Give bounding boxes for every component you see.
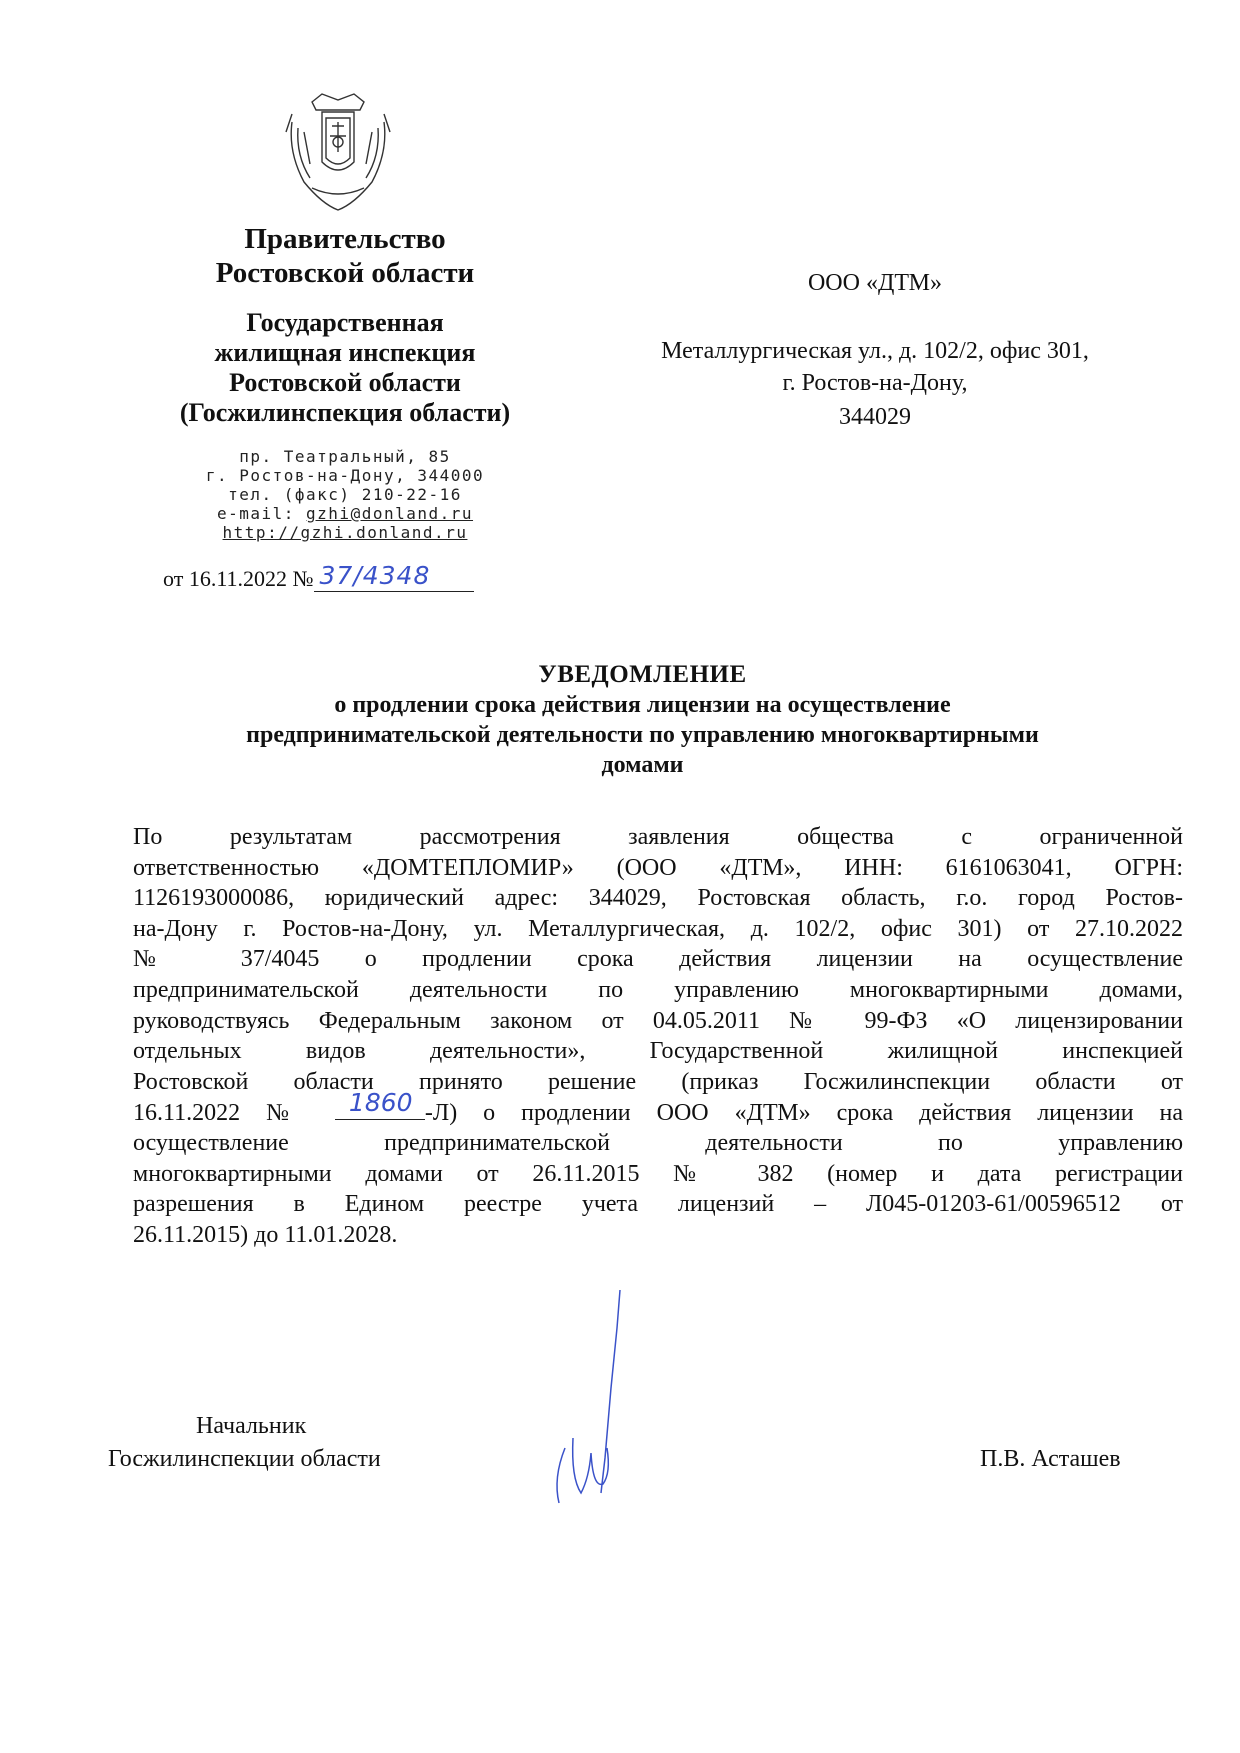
body-line: предпринимательской деятельности по управлению многоквартирными домами, [133, 976, 1183, 1003]
sender-email-row [170, 504, 520, 523]
sender-city: г. Ростов-на-Дону, 344000 [205, 466, 485, 485]
body-line: № 37/4045 о продлении срока действия лицензии на осуществление [133, 946, 1183, 973]
addressee-postcode: 344029 [839, 404, 911, 430]
inspection-name-line4: (Госжилинспекция области) [179, 398, 511, 427]
order-suffix: -Л) о продлении ООО «ДТМ» срока действия лицензии на [424, 1100, 1183, 1127]
government-title-line1: Правительство [244, 223, 446, 255]
body-line: ответственностью «ДОМТЕПЛОМИР» (ООО «ДТМ», ИНН: 6161063041, ОГРН: [133, 854, 1183, 881]
order-date: 16.11.2022 № [133, 1100, 309, 1127]
coat-of-arms-emblem [282, 92, 394, 214]
handwritten-signature [545, 1288, 665, 1508]
body-line: руководствуясь Федеральным законом от 04.05.2011 № 99-ФЗ «О лицензировании [133, 1007, 1183, 1034]
title-line4: домами [601, 752, 684, 778]
outgoing-number-field [314, 561, 474, 592]
inspection-name-line2: жилищная инспекция [214, 338, 476, 367]
sender-address: пр. Театральный, 85 [239, 447, 451, 466]
body-line: По результатам рассмотрения заявления общества с ограниченной [133, 824, 1183, 850]
email-label: e-mail: [216, 504, 307, 523]
website-link[interactable]: http://gzhi.donland.ru [222, 523, 468, 542]
signer-position-line1: Начальник [196, 1413, 307, 1439]
addressee-street: Металлургическая ул., д. 102/2, офис 301, [661, 338, 1089, 364]
outgoing-date-prefix: от 16.11.2022 № [163, 566, 314, 591]
sender-phone: тел. (факс) 210-22-16 [228, 485, 462, 504]
body-line: на-Дону г. Ростов-на-Дону, ул. Металлургическая, д. 102/2, офис 301) от 27.10.2022 [133, 915, 1183, 942]
body-line: осуществление предпринимательской деятельности по управлению [133, 1129, 1183, 1156]
body-paragraph [133, 822, 1183, 1250]
addressee-name: ООО «ДТМ» [807, 270, 943, 296]
email-link[interactable]: gzhi@donland.ru [306, 504, 474, 523]
addressee-city: г. Ростов-на-Дону, [782, 370, 968, 396]
outgoing-number-handwritten: 37/4348 [319, 561, 431, 590]
inspection-name [150, 308, 540, 428]
sender-contacts [170, 447, 520, 542]
order-number-field [335, 1088, 425, 1120]
order-number-handwritten: 1860 [348, 1088, 413, 1118]
signer-name: П.В. Асташев [980, 1446, 1121, 1472]
government-title-line2: Ростовской области [215, 257, 475, 289]
body-line: Ростовской области принято решение (приказ Госжилинспекции области от [133, 1068, 1183, 1095]
body-line: 1126193000086, юридический адрес: 344029, Ростовская область, г.о. город Ростов- [133, 885, 1183, 912]
inspection-name-line3: Ростовской области [229, 368, 461, 397]
signer-position-line2: Госжилинспекции области [108, 1446, 381, 1472]
title-line2: о продлении срока действия лицензии на осуществление [334, 692, 951, 718]
body-line: отдельных видов деятельности», Государственной жилищной инспекцией [133, 1038, 1183, 1065]
body-line-order [133, 1088, 1183, 1128]
outgoing-number-row [163, 561, 474, 592]
body-line: разрешения в Едином реестре учета лицензий – Л045-01203-61/00596512 от [133, 1191, 1183, 1218]
title-line3: предпринимательской деятельности по управлению многоквартирными [246, 722, 1039, 748]
body-last-line: 26.11.2015) до 11.01.2028. [133, 1221, 398, 1248]
document-title [150, 660, 1135, 780]
title-heading: УВЕДОМЛЕНИЕ [538, 661, 747, 688]
body-line: многоквартирными домами от 26.11.2015 № 382 (номер и дата регистрации [133, 1160, 1183, 1187]
inspection-name-line1: Государственная [246, 308, 444, 337]
